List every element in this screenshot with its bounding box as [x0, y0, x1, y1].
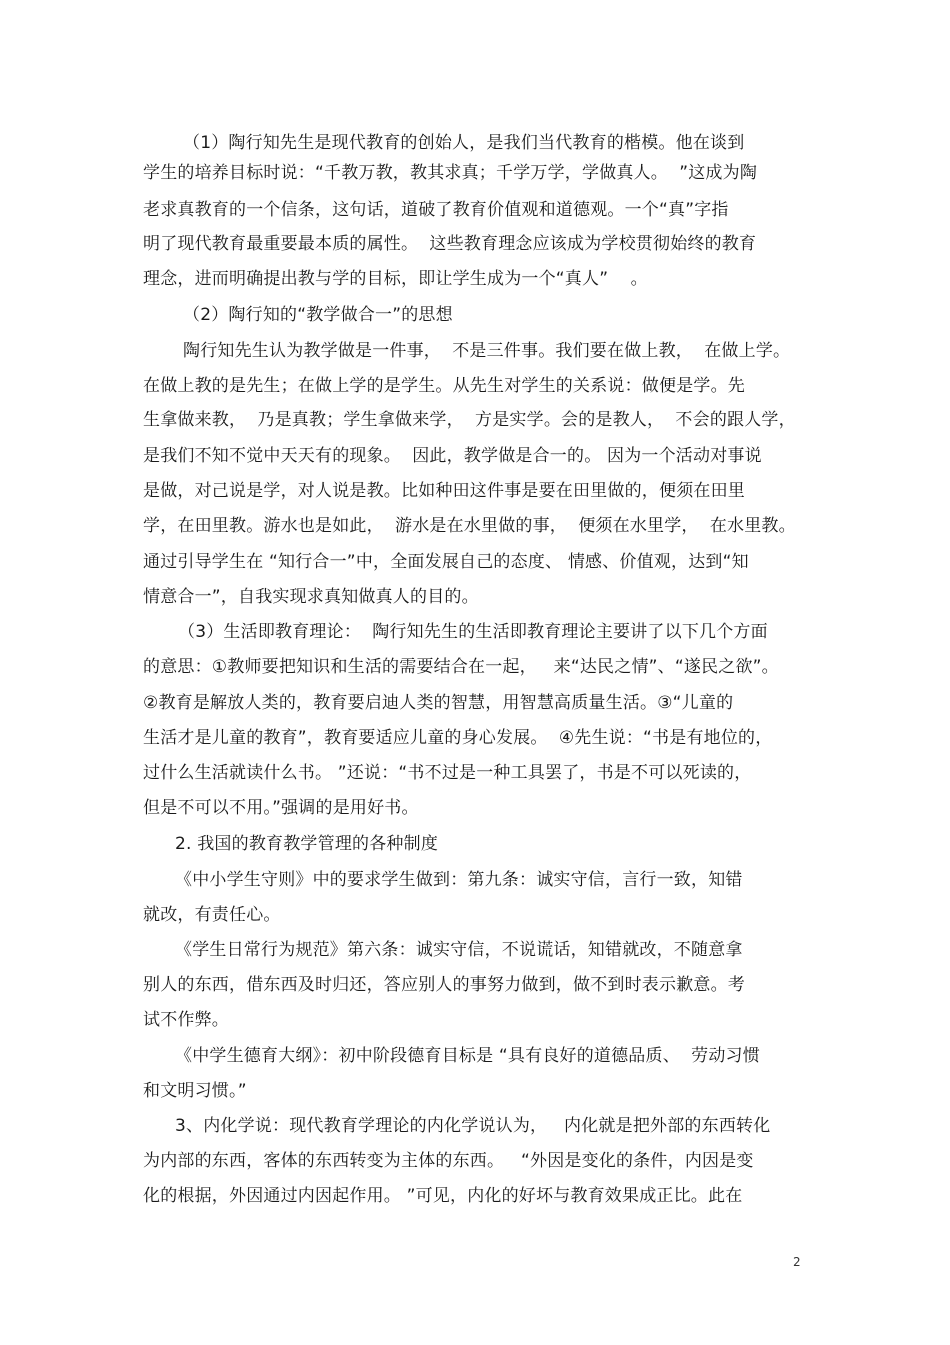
- text-line: 但是不可以不用。”强调的是用好书。: [143, 798, 419, 818]
- text-line: 过什么生活就读什么书。 ”还说：“书不过是一种工具罢了，书是不可以死读的，: [143, 763, 752, 783]
- section-heading: 2. 我国的教育教学管理的各种制度: [175, 834, 439, 854]
- text-line: 理念，进而明确提出教与学的目标，即让学生成为一个“真人” 。: [143, 269, 648, 289]
- text-line: 就改，有责任心。: [143, 905, 281, 925]
- text-line: 为内部的东西，客体的东西转变为主体的东西。 “外因是变化的条件，内因是变: [143, 1151, 754, 1171]
- text-line: 和文明习惯。”: [143, 1081, 247, 1101]
- text-line: 在做上教的是先生；在做上学的是学生。从先生对学生的关系说：做便是学。先: [143, 376, 745, 396]
- page-number: 2: [793, 1255, 801, 1269]
- text-line: 明了现代教育最重要最本质的属性。 这些教育理念应该成为学校贯彻始终的教育: [143, 234, 757, 254]
- text-line: 是做，对己说是学，对人说是教。比如种田这件事是要在田里做的，便须在田里: [143, 481, 745, 501]
- text-line: 陶行知先生认为教学做是一件事， 不是三件事。我们要在做上教， 在做上学。: [183, 341, 791, 361]
- text-line: 别人的东西，借东西及时归还，答应别人的事努力做到，做不到时表示歉意。考: [143, 975, 745, 995]
- text-line: 学生的培养目标时说：“千教万教，教其求真；千学万学，学做真人。 ”这成为陶: [143, 163, 758, 183]
- text-line: 《学生日常行为规范》第六条：诚实守信，不说谎话，知错就改，不随意拿: [175, 940, 743, 960]
- text-line: 老求真教育的一个信条，这句话，道破了教育价值观和道德观。一个“真”字指: [143, 200, 729, 220]
- text-line: 情意合一”，自我实现求真知做真人的目的。: [143, 587, 479, 607]
- text-line: 的意思：①教师要把知识和生活的需要结合在一起， 来“达民之情”、“遂民之欲”。: [143, 657, 779, 677]
- text-line: 通过引导学生在 “知行合一”中，全面发展自己的态度、 情感、价值观，达到“知: [143, 552, 749, 572]
- text-line: 《中小学生守则》中的要求学生做到：第九条：诚实守信，言行一致，知错: [175, 870, 743, 890]
- text-line: 化的根据，外因通过内因起作用。 ”可见，内化的好坏与教育效果成正比。此在: [143, 1186, 743, 1206]
- text-line: 试不作弊。: [143, 1010, 229, 1030]
- text-line: 《中学生德育大纲》：初中阶段德育目标是 “具有良好的道德品质、 劳动习惯: [175, 1046, 760, 1066]
- text-line: （1）陶行知先生是现代教育的创始人，是我们当代教育的楷模。他在谈到: [183, 133, 745, 153]
- section-heading: 3、内化学说：现代教育学理论的内化学说认为， 内化就是把外部的东西转化: [175, 1116, 771, 1136]
- text-line: 生活才是儿童的教育”，教育要适应儿童的身心发展。 ④先生说：“书是有地位的，: [143, 728, 773, 748]
- text-line: （3）生活即教育理论： 陶行知先生的生活即教育理论主要讲了以下几个方面: [178, 622, 768, 642]
- text-line: （2）陶行知的“教学做合一”的思想: [183, 305, 453, 325]
- text-line: 生拿做来教， 乃是真教；学生拿做来学， 方是实学。会的是教人， 不会的跟人学，: [143, 410, 796, 430]
- text-line: 是我们不知不觉中天天有的现象。 因此，教学做是合一的。 因为一个活动对事说: [143, 446, 762, 466]
- text-line: 学，在田里教。游水也是如此， 游水是在水里做的事， 便须在水里学， 在水里教。: [143, 516, 796, 536]
- text-line: ②教育是解放人类的，教育要启迪人类的智慧，用智慧高质量生活。③“儿童的: [143, 693, 734, 713]
